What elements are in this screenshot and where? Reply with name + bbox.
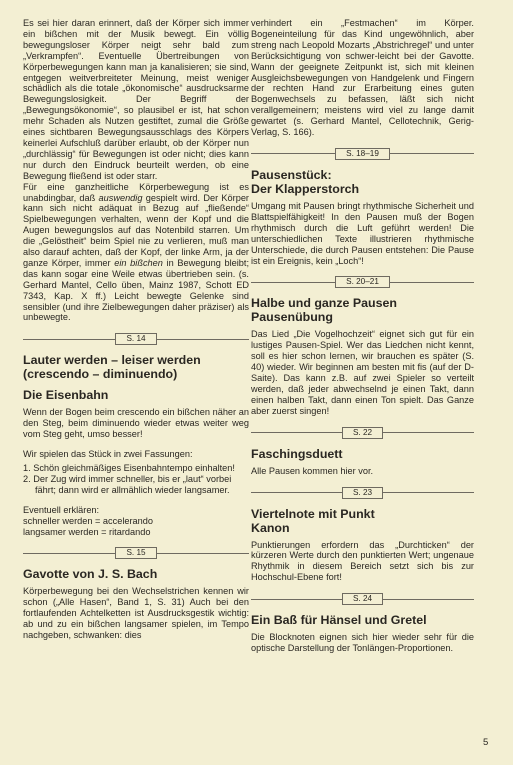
paragraph-ritardando: langsamer werden = ritardando [23, 526, 151, 537]
divider-line [251, 492, 342, 493]
left-column [23, 18, 249, 641]
page-reference-label: S. 24 [342, 593, 383, 605]
paragraph-koerperbewegung: Es sei hier daran erinnert, daß der Körper sich immer ein bißchen mit der Musik bewegt. Ein völlig bewegungsloser Körper neigt sehr bald zum „Verkrampfen“. Eventuelle Übertreibungen von Körperbewegungen kann man ja kanalisieren; sie sind, entgegen weitverbreiteter Meinung, meist weniger schädlich als die totale „ökonomische“ ausdrucksarme Bewegungslosigkeit. Der Begriff der „Bewegungsökonomie“, so plausibel er ist, hat schon mehr Schaden als Nutzen gestiftet, zumal die Größe eines sichtbaren Bewegungsausschlags des Körpers keinerlei Aufschluß darüber erlaubt, ob der Körper nun „durchlässig“ für Bewegungen ist oder nicht; dies kann nur durch den Eindruck beurteilt werden, ob eine Bewegung fließend ist oder starr. [23, 18, 249, 181]
numbered-list [23, 463, 249, 496]
divider-line [383, 492, 474, 493]
page-reference-s20-21 [251, 276, 474, 288]
paragraph-accelerando: schneller werden = accelerando [23, 515, 153, 526]
page-reference-s18-19 [251, 148, 474, 160]
page-reference-label: S. 23 [342, 487, 383, 499]
divider-line [251, 599, 342, 600]
text-run: in Bewegung bleibt; das kann sogar eine Weile etwas übertrieben sein. (s. Gerhard Mantel, Cello üben, Mainz 1987, Schott ED 7343, Kap. X ff.) Leicht bewegte Gelenke sind sensibler (und ihre Zielbewegungen daher präziser) als unbewegte. [23, 257, 250, 323]
text-run: gespielt wird. Der Körper kann sich nicht adäquat in Bezug auf „fließende“ Spielbewegungen verhalten, wenn der Kopf und die Augen bewegungslos auf das Notenbild starren. Um die „Gelöstheit“ beim Spiel nie zu verlieren, muß man also darauf achten, daß der Kopf, der linke Arm, ja der ganze Körper, immer [23, 192, 249, 268]
divider-line [251, 432, 342, 433]
heading-crescendo-diminuendo: (crescendo – diminuendo) [23, 367, 178, 382]
list-item: 1. Schön gleichmäßiges Eisenbahntempo einhalten! [23, 463, 235, 473]
divider-line [390, 282, 474, 283]
divider-line [157, 339, 249, 340]
paragraph-pausen: Umgang mit Pausen bringt rhythmische Sicherheit und Blattspielfähigkeit! In den Pausen muß der Bogen rhythmisch durch die Luft geführt werden! Die unterschiedlichen Texte illustrieren rhythmische Unterschiede, die durch Pausen entstehen: Die Pause ist ein Ereignis, kein „Loch“! [251, 200, 474, 266]
page-reference-label: S. 18–19 [335, 148, 390, 160]
divider-line [390, 153, 474, 154]
divider-line [383, 432, 474, 433]
heading-pausenuebung: Pausenübung [251, 310, 333, 325]
paragraph-vogelhochzeit: Das Lied „Die Vogelhochzeit“ eignet sich gut für ein lustiges Pausen-Spiel. Wer das Liedchen nicht kennt, soll es hier schon lernen, wir brauchen es später (S. 40) wieder. Wir beginnen am besten mit fis (auf der D-Saite). Das kann z.B. auf zwei Spieler so verteilt werden, daß jeder abwechselnd je einen Takt, dann einen halben Takt, dann einen Ton spielt. Das Ganze aber zuerst singen! [251, 329, 474, 416]
paragraph-fassungen: Wir spielen das Stück in zwei Fassungen: [23, 449, 193, 460]
paragraph-faschingsduett: Alle Pausen kommen hier vor. [251, 465, 374, 476]
paragraph-auswendig [23, 182, 249, 324]
page-reference-s23 [251, 487, 474, 499]
page-reference-s22 [251, 427, 474, 439]
list-item: 2. Der Zug wird immer schneller, bis er „laut“ vorbei fährt; dann wird er allmählich wieder langsamer. [23, 473, 232, 495]
divider-line [383, 599, 474, 600]
page-number: 5 [483, 737, 489, 748]
heading-lauter-leiser: Lauter werden – leiser werden [23, 353, 201, 368]
text-run: Für eine ganzheitliche Körperbewegung ist es unabdingbar, daß [23, 181, 249, 203]
emphasis-ein-bisschen: ein bißchen [114, 257, 163, 268]
page-reference-label: S. 15 [115, 547, 156, 559]
heading-bass-haensel-gretel: Ein Baß für Hänsel und Gretel [251, 613, 427, 628]
divider-line [251, 153, 335, 154]
heading-klapperstorch: Der Klapperstorch [251, 181, 360, 196]
divider-line [157, 553, 249, 554]
paragraph-punktierungen: Punktierungen erfordern das „Durchticken“ der kürzeren Werte durch den punktierten Wert; ungenaue Rhythmik in diesem Bereich setzt sich bis zur Hochschul-Ebene fort! [251, 539, 474, 583]
divider-line [251, 282, 335, 283]
paragraph-erklaeren: Eventuell erklären: [23, 504, 100, 515]
heading-pausenstueck: Pausenstück: [251, 167, 332, 182]
page-reference-label: S. 22 [342, 427, 383, 439]
page-reference-s24 [251, 593, 474, 605]
paragraph-festmachen: verhindert ein „Festmachen“ im Körper. Bogeneinteilung für das Kind ungewöhnlich, aber streng nach Leopold Mozarts „Abstrichregel“ und unter Berücksichtigung von schwer-leicht bei der Gavotte. Wann der geeignete Zeitpunkt ist, sich mit kleinen Ausgleichsbewegungen von Handgelenk und Fingern der rechten Hand zur Erarbeitung eines guten Bogenwechsels zu befassen, läßt sich nicht verallgemeinern; meistens wird viel zu lange damit gewartet (s. Gerhard Mantel, Cellotechnik, Gerig-Verlag, S. 166). [251, 18, 474, 138]
heading-gavotte: Gavotte von J. S. Bach [23, 567, 158, 582]
emphasis-auswendig: auswendig [98, 192, 143, 203]
heading-halbe-ganze-pausen: Halbe und ganze Pausen [251, 296, 397, 311]
page-reference-label: S. 20–21 [335, 276, 390, 288]
page-reference-s15 [23, 547, 249, 559]
page-reference-label: S. 14 [115, 333, 156, 345]
heading-faschingsduett: Faschingsduett [251, 446, 343, 461]
heading-eisenbahn: Die Eisenbahn [23, 388, 109, 403]
right-column [251, 18, 474, 654]
divider-line [23, 339, 115, 340]
heading-kanon: Kanon [251, 520, 290, 535]
paragraph-gavotte: Körperbewegung bei den Wechselstrichen kennen wir schon („Alle Hasen“, Band 1, S. 31) Auch bei den fortlaufenden Achtelketten ist Ausdrucksgestik wichtig: ab und zu ein bißchen langsamer spielen, im Tempo nachgeben, schwanken: dies [23, 586, 249, 641]
paragraph-eisenbahn: Wenn der Bogen beim crescendo ein bißchen näher an den Steg, beim diminuendo wieder etwas weiter weg vom Steg geht, umso besser! [23, 407, 249, 440]
heading-viertelnote: Viertelnote mit Punkt [251, 506, 375, 521]
paragraph-blocknoten: Die Blocknoten eignen sich hier wieder sehr für die optische Darstellung der Tonlängen-Proportionen. [251, 632, 474, 654]
page-reference-s14 [23, 333, 249, 345]
divider-line [23, 553, 115, 554]
